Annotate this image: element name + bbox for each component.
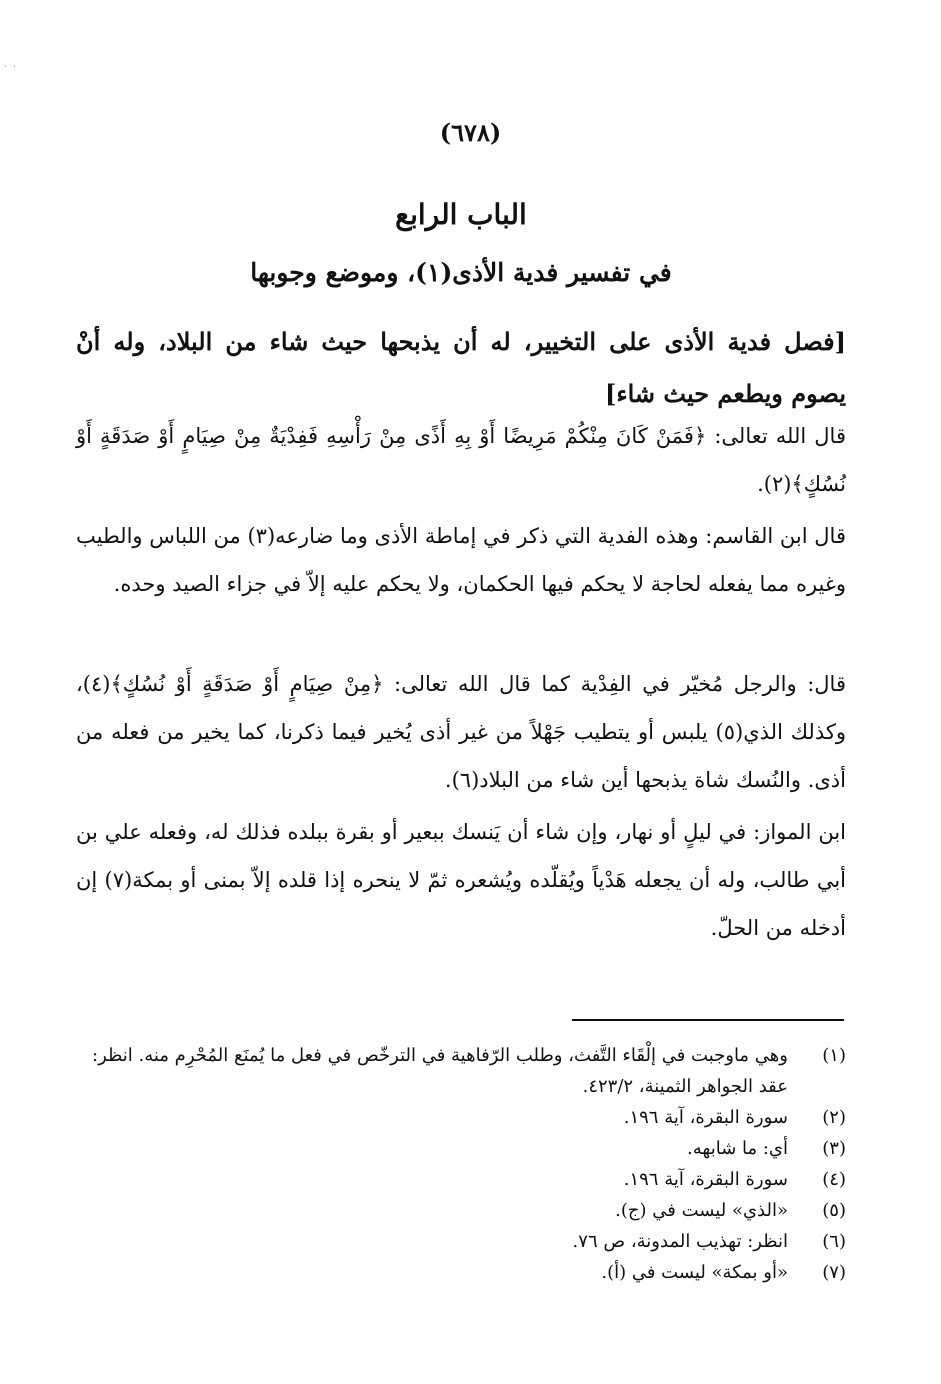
paragraph-choice: قال: والرجل مُخيّر في الفِدْية كما قال الله تعالى: ﴿مِنْ صِيَامٍ أَوْ صَدَقَةٍ أَوْ نُسُكٍ﴾(٤)، وكذلك الذي(٥) يلبس أو يتطيب جَهْلاً من غير أذى يُخير فيما ذكرنا، كما يخير من فعله من أذى. والنُسك شاة يذبحها أين شاء من البلاد(٦). bbox=[76, 672, 846, 792]
footnotes bbox=[70, 1040, 846, 1288]
footnote-number: (٧) bbox=[822, 1262, 846, 1283]
footnote-item bbox=[70, 1226, 846, 1257]
footnote-text: انظر: تهذيب المدونة، ص ٧٦. bbox=[572, 1231, 788, 1252]
footnote-item bbox=[70, 1257, 846, 1288]
footnote-number: (٤) bbox=[822, 1169, 846, 1190]
footnote-number: (٦) bbox=[822, 1231, 846, 1252]
paragraph-ibn-al-qasim: قال ابن القاسم: وهذه الفدية التي ذكر في إماطة الأذى وما ضارعه(٣) من اللباس والطيب وغيره مما يفعله لحاجة لا يحكم فيها الحكمان، ولا يحكم عليه إلاّ في جزاء الصيد وحده. bbox=[76, 524, 846, 596]
footnote-divider bbox=[572, 1019, 844, 1021]
paragraph-quran-verse: قال الله تعالى: ﴿فَمَنْ كَانَ مِنْكُمْ مَرِيضًا أَوْ بِهِ أَذًى مِنْ رَأْسِهِ فَفِدْيَةٌ مِنْ صِيَامٍ أَوْ صَدَقَةٍ أَوْ نُسُكٍ﴾(٢). bbox=[76, 424, 846, 496]
footnote-text: وهي ماوجبت في إلْقَاء التَّفث، وطلب الرّفاهية في الترخّص في فعل ما يُمنَع المُحْرِم منه. انظر: عقد الجواهر الثمينة، ٤٢٣/٢. bbox=[92, 1045, 788, 1097]
paragraph-ibn-al-mawwaz: ابن المواز: في ليلٍ أو نهار، وإن شاء أن يَنسك ببعير أو بقرة ببلده فذلك له، وفعله علي بن أبي طالب، وله أن يجعله هَدْياً ويُقلّده ويُشعره ثمّ لا ينحره إذا قلده إلاّ بمنى أو بمكة(٧) إن أدخله من الحلّ. bbox=[76, 820, 847, 940]
footnote-item bbox=[70, 1164, 846, 1195]
footnote-number: (١) bbox=[822, 1045, 846, 1066]
footnote-number: (٢) bbox=[822, 1107, 846, 1128]
footnote-item bbox=[70, 1195, 846, 1226]
chapter-subtitle: في تفسير فدية الأذى(١)، وموضع وجوبها bbox=[250, 258, 672, 287]
footnote-text: «الذي» ليست في (ج). bbox=[615, 1200, 788, 1221]
footnote-text: أي: ما شابهه. bbox=[687, 1138, 788, 1159]
footnote-text: سورة البقرة، آية ١٩٦. bbox=[623, 1169, 788, 1190]
footnote-number: (٣) bbox=[822, 1138, 846, 1159]
chapter-title: الباب الرابع bbox=[395, 198, 527, 231]
scan-mark: · · bbox=[4, 62, 18, 71]
footnote-number: (٥) bbox=[822, 1200, 846, 1221]
footnote-item bbox=[70, 1102, 846, 1133]
footnote-item bbox=[70, 1040, 846, 1102]
footnote-text: «أو بمكة» ليست في (أ). bbox=[601, 1262, 788, 1283]
section-heading: [فصل فدية الأذى على التخيير، له أن يذبحها حيث شاء من البلاد، وله أنْ يصوم ويطعم حيث شاء] bbox=[76, 327, 846, 408]
page-number: (٦٧٨) bbox=[439, 118, 502, 147]
footnote-item bbox=[70, 1133, 846, 1164]
footnote-text: سورة البقرة، آية ١٩٦. bbox=[623, 1107, 788, 1128]
